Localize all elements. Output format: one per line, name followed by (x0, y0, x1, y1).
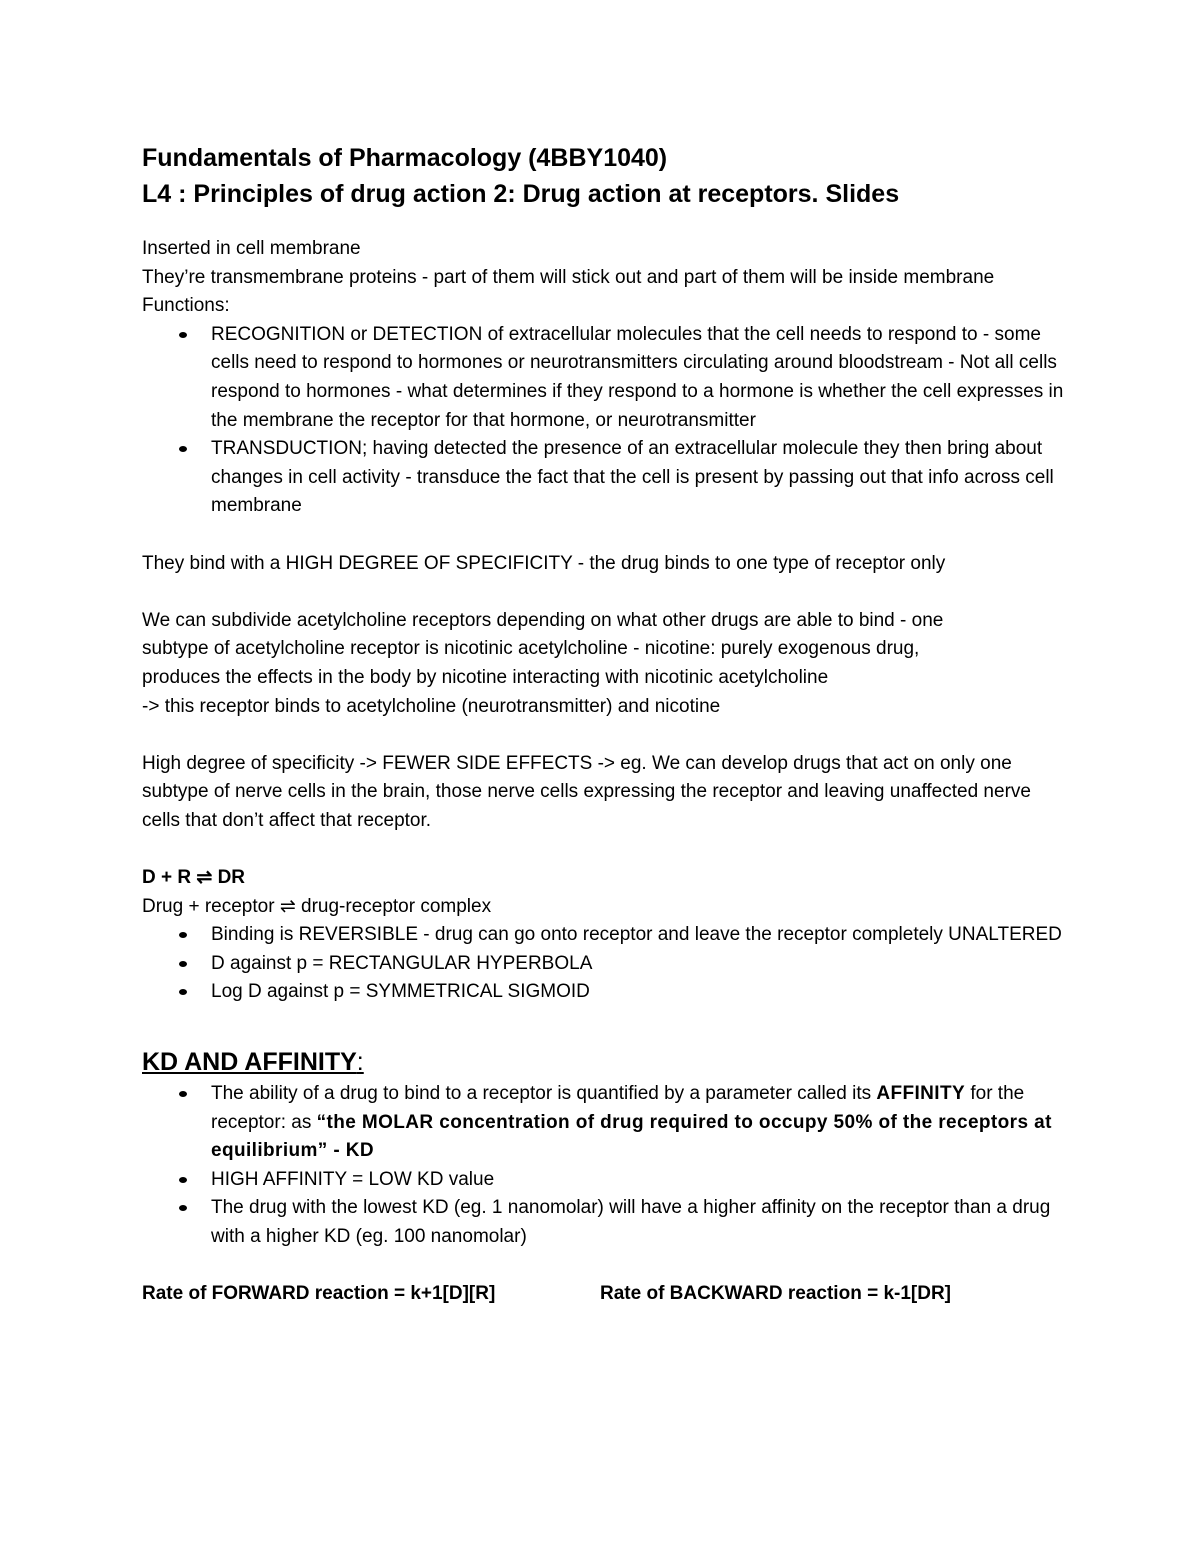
backward-rate-text: Rate of BACKWARD reaction = k-1[DR] (600, 1283, 952, 1305)
reaction-rates (142, 1280, 1072, 1309)
spacer (142, 1007, 1072, 1044)
affinity-term: AFFINITY (876, 1083, 966, 1105)
bullet-icon (179, 1091, 187, 1097)
function-transduction-text: TRANSDUCTION; having detected the presence of an extracellular molecule they then bring about changes in cell activity - transduce the fact that the cell is present by passing out that info across cell membrane (211, 438, 1054, 517)
binding-description: Drug + receptor ⇌ drug-receptor complex (142, 895, 492, 917)
list-item (142, 435, 1072, 521)
kd-affinity-heading (142, 1044, 1072, 1080)
function-recognition-text: RECOGNITION or DETECTION of extracellular molecules that the cell needs to respond to - some cells need to respond to hormones or neurotransmitters circulating around bloodstream - Not all cells respond to hormones - what determines if they respond to a hormone is whether the cell expresses in the membrane the receptor for that hormone, or neurotransmitter (211, 323, 1064, 431)
list-item (142, 1080, 1072, 1166)
forward-rate-text: Rate of FORWARD reaction = k+1[D][R] (142, 1283, 496, 1305)
document-title-lecture: L4 : Principles of drug action 2: Drug action at receptors. Slides (142, 180, 900, 208)
functions-list (142, 321, 1072, 521)
acetylcholine-line: We can subdivide acetylcholine receptors depending on what other drugs are able to bind - one (142, 609, 944, 631)
list-item (142, 950, 1072, 979)
list-item (142, 321, 1072, 435)
bullet-icon (179, 1177, 187, 1183)
acetylcholine-line: produces the effects in the body by nicotine interacting with nicotinic acetylcholine (142, 666, 829, 688)
specificity-paragraph: They bind with a HIGH DEGREE OF SPECIFICITY - the drug binds to one type of receptor only (142, 552, 946, 574)
bullet-icon (179, 989, 187, 995)
acetylcholine-paragraph (142, 607, 1072, 721)
list-item (142, 921, 1072, 950)
binding-points-list (142, 921, 1072, 1007)
kd-affinity-heading-colon: : (356, 1048, 364, 1077)
spacer (142, 835, 1072, 864)
bullet-icon (179, 932, 187, 938)
high-affinity-text: HIGH AFFINITY = LOW KD value (211, 1168, 495, 1190)
spacer (142, 578, 1072, 607)
list-item (142, 1166, 1072, 1195)
binding-equation: D + R ⇌ DR (142, 867, 246, 889)
spacer (142, 212, 1072, 235)
kd-definition-text (211, 1083, 1052, 1161)
intro-line-membrane: Inserted in cell membrane (142, 238, 361, 259)
spacer (142, 1252, 1072, 1281)
kd-definition-quote: “the MOLAR concentration of drug required to occupy 50% of the receptors at equilibrium” - KD (211, 1111, 1052, 1162)
list-item (142, 978, 1072, 1007)
acetylcholine-line: -> this receptor binds to acetylcholine (neurotransmitter) and nicotine (142, 695, 721, 717)
spacer (142, 721, 1072, 750)
binding-reversible-text: Binding is REVERSIBLE - drug can go onto receptor and leave the receptor completely UNALTERED (211, 924, 1062, 946)
spacer (142, 521, 1072, 550)
list-item (142, 1194, 1072, 1251)
kd-definition-mid: for the receptor: as (211, 1083, 1025, 1133)
bullet-icon (179, 332, 187, 338)
kd-definition-intro: The ability of a drug to bind to a receptor is quantified by a parameter called its (211, 1083, 877, 1105)
binding-hyperbola-text: D against p = RECTANGULAR HYPERBOLA (211, 952, 593, 974)
binding-sigmoid-text: Log D against p = SYMMETRICAL SIGMOID (211, 981, 590, 1003)
bullet-icon (179, 961, 187, 967)
side-effects-paragraph: High degree of specificity -> FEWER SIDE EFFECTS -> eg. We can develop drugs that act on only one subtype of nerve cells in the brain, those nerve cells expressing the receptor and leaving unaffected nerve cells that don’t affect that receptor. (142, 752, 1031, 831)
kd-points-list (142, 1080, 1072, 1252)
bullet-icon (179, 446, 187, 452)
acetylcholine-line: subtype of acetylcholine receptor is nicotinic acetylcholine - nicotine: purely exogenous drug, (142, 638, 920, 660)
functions-label: Functions: (142, 295, 230, 317)
bullet-icon (179, 1205, 187, 1211)
document-page (142, 140, 1072, 1309)
lowest-kd-text: The drug with the lowest KD (eg. 1 nanomolar) will have a higher affinity on the receptor than a drug with a higher KD (eg. 100 nanomolar) (211, 1197, 1051, 1247)
kd-affinity-heading-text: KD AND AFFINITY (142, 1048, 357, 1077)
intro-line-transmembrane: They’re transmembrane proteins - part of them will stick out and part of them will be inside membrane (142, 266, 995, 288)
document-title-course: Fundamentals of Pharmacology (4BBY1040) (142, 144, 668, 172)
